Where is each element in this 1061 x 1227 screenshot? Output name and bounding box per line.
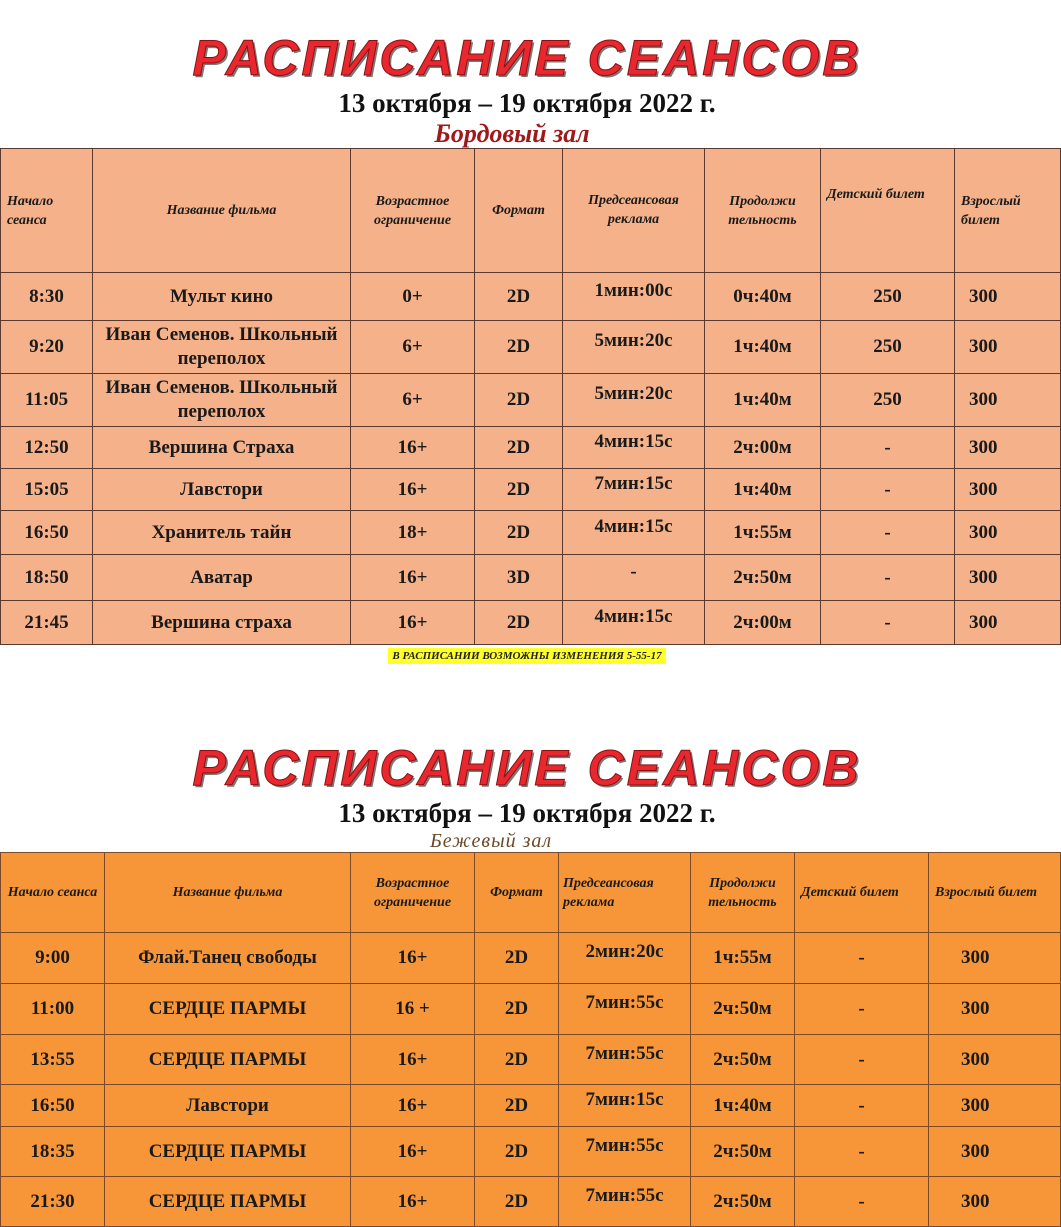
table-row [1,374,1061,427]
cell-format: 2D [475,933,559,984]
cell-film: Иван Семенов. Школьный переполох [93,321,351,374]
header-duration: Продолжи тельность [705,149,821,273]
cell-duration: 1ч:40м [705,469,821,511]
cell-format: 2D [475,427,563,469]
cell-duration: 0ч:40м [705,273,821,321]
cell-adult-price: 300 [955,555,1061,601]
cell-age: 16+ [351,555,475,601]
cell-duration: 1ч:55м [705,511,821,555]
cell-promo: 5мин:20с [563,374,705,427]
cell-adult-price: 300 [929,1177,1061,1227]
cell-promo: 4мин:15с [563,511,705,555]
cell-format: 2D [475,1035,559,1085]
cell-format: 2D [475,469,563,511]
header-adult-ticket: Взрослый билет [929,853,1061,933]
table-row [1,933,1061,984]
cell-film: Лавстори [105,1085,351,1127]
cell-promo: 7мин:55с [559,1035,691,1085]
cell-child-price: - [795,1035,929,1085]
cell-age: 16+ [351,1127,475,1177]
cell-child-price: 250 [821,321,955,374]
table-row [1,601,1061,645]
cell-child-price: - [795,1177,929,1227]
table-row [1,511,1061,555]
cell-film: Флай.Танец свободы [105,933,351,984]
table-row [1,469,1061,511]
cell-age: 6+ [351,321,475,374]
cell-promo: 7мин:15с [559,1085,691,1127]
cell-child-price: 250 [821,273,955,321]
cell-promo: 2мин:20с [559,933,691,984]
cell-promo: 7мин:55с [559,1177,691,1227]
cell-duration: 1ч:40м [691,1085,795,1127]
cell-time: 9:00 [1,933,105,984]
cell-child-price: - [821,601,955,645]
cell-age: 16+ [351,1085,475,1127]
schedule-section-beige [0,730,1038,1227]
cell-time: 21:30 [1,1177,105,1227]
cell-time: 12:50 [1,427,93,469]
cell-age: 6+ [351,374,475,427]
header-promo: Предсеансовая реклама [563,149,705,273]
cell-child-price: - [795,1085,929,1127]
schedule-title: РАСПИСАНИЕ СЕАНСОВ [192,740,862,796]
table-row [1,273,1061,321]
hall-name: Бордовый зал [434,119,590,148]
header-promo: Предсеансовая реклама [559,853,691,933]
cell-film: Вершина Страха [93,427,351,469]
cell-age: 16+ [351,427,475,469]
cell-adult-price: 300 [929,1035,1061,1085]
cell-child-price: - [821,469,955,511]
header-film: Название фильма [93,149,351,273]
cell-time: 18:50 [1,555,93,601]
schedule-table [0,852,1061,1227]
cell-adult-price: 300 [929,1085,1061,1127]
cell-child-price: - [821,511,955,555]
schedule-table [0,148,1061,645]
cell-duration: 1ч:40м [705,374,821,427]
cell-child-price: - [795,1127,929,1177]
cell-duration: 2ч:50м [705,555,821,601]
cell-duration: 2ч:00м [705,601,821,645]
cell-promo: 7мин:55с [559,984,691,1035]
cell-time: 18:35 [1,1127,105,1177]
cell-film: Иван Семенов. Школьный переполох [93,374,351,427]
cell-child-price: - [795,984,929,1035]
cell-adult-price: 300 [955,469,1061,511]
cell-format: 2D [475,1127,559,1177]
cell-format: 2D [475,984,559,1035]
cell-promo: 4мин:15с [563,427,705,469]
cell-duration: 2ч:50м [691,1035,795,1085]
cell-time: 21:45 [1,601,93,645]
cell-time: 16:50 [1,1085,105,1127]
cell-age: 16 + [351,984,475,1035]
cell-promo: 5мин:20с [563,321,705,374]
table-row [1,1127,1061,1177]
cell-age: 0+ [351,273,475,321]
schedule-change-notice: В РАСПИСАНИИ ВОЗМОЖНЫ ИЗМЕНЕНИЯ 5-55-17 [388,648,665,664]
table-row [1,1177,1061,1227]
cell-adult-price: 300 [955,374,1061,427]
cell-adult-price: 300 [955,273,1061,321]
cell-age: 18+ [351,511,475,555]
table-row [1,984,1061,1035]
cell-adult-price: 300 [955,321,1061,374]
cell-format: 2D [475,321,563,374]
cell-time: 8:30 [1,273,93,321]
schedule-title: РАСПИСАНИЕ СЕАНСОВ [192,30,862,86]
cell-format: 2D [475,1085,559,1127]
cell-duration: 2ч:50м [691,1177,795,1227]
cell-duration: 2ч:50м [691,984,795,1035]
cell-film: СЕРДЦЕ ПАРМЫ [105,1127,351,1177]
cell-format: 3D [475,555,563,601]
cell-format: 2D [475,1177,559,1227]
cell-film: СЕРДЦЕ ПАРМЫ [105,1035,351,1085]
header-film: Название фильма [105,853,351,933]
table-row [1,1035,1061,1085]
header-child-ticket: Детский билет [795,853,929,933]
table-row [1,321,1061,374]
header-age: Возрастное ограничение [351,149,475,273]
header-start: Начало сеанса [1,853,105,933]
header-age: Возрастное ограничение [351,853,475,933]
cell-promo: - [563,555,705,601]
cell-time: 15:05 [1,469,93,511]
cell-age: 16+ [351,469,475,511]
table-row [1,427,1061,469]
table-header-row [1,853,1061,933]
cell-child-price: - [821,555,955,601]
cell-format: 2D [475,511,563,555]
cell-time: 11:00 [1,984,105,1035]
header-duration: Продолжи тельность [691,853,795,933]
cell-film: Мульт кино [93,273,351,321]
cell-child-price: - [795,933,929,984]
cell-adult-price: 300 [929,984,1061,1035]
cell-film: СЕРДЦЕ ПАРМЫ [105,1177,351,1227]
cell-film: Вершина страха [93,601,351,645]
cell-duration: 2ч:50м [691,1127,795,1177]
header-child-ticket: Детский билет [821,149,955,273]
cell-time: 9:20 [1,321,93,374]
cell-child-price: 250 [821,374,955,427]
cell-adult-price: 300 [929,1127,1061,1177]
schedule-dates: 13 октября – 19 октября 2022 г. [338,88,716,118]
cell-adult-price: 300 [955,427,1061,469]
cell-age: 16+ [351,1035,475,1085]
cell-format: 2D [475,273,563,321]
cell-age: 16+ [351,601,475,645]
header-format: Формат [475,149,563,273]
cell-promo: 4мин:15с [563,601,705,645]
cell-film: Аватар [93,555,351,601]
cell-time: 16:50 [1,511,93,555]
cell-format: 2D [475,601,563,645]
cell-duration: 1ч:55м [691,933,795,984]
cell-adult-price: 300 [929,933,1061,984]
cell-film: Лавстори [93,469,351,511]
cell-time: 11:05 [1,374,93,427]
cell-age: 16+ [351,1177,475,1227]
cell-promo: 7мин:55с [559,1127,691,1177]
schedule-dates: 13 октября – 19 октября 2022 г. [338,798,716,828]
cell-promo: 7мин:15с [563,469,705,511]
hall-name: Бежевый зал [430,830,553,852]
table-row [1,1085,1061,1127]
table-header-row [1,149,1061,273]
cell-promo: 1мин:00с [563,273,705,321]
cell-age: 16+ [351,933,475,984]
table-row [1,555,1061,601]
cell-child-price: - [821,427,955,469]
cell-adult-price: 300 [955,601,1061,645]
cell-duration: 2ч:00м [705,427,821,469]
cell-duration: 1ч:40м [705,321,821,374]
cell-film: СЕРДЦЕ ПАРМЫ [105,984,351,1035]
header-adult-ticket: Взрослый билет [955,149,1061,273]
cell-film: Хранитель тайн [93,511,351,555]
header-start: Начало сеанса [1,149,93,273]
cell-time: 13:55 [1,1035,105,1085]
cell-format: 2D [475,374,563,427]
cell-adult-price: 300 [955,511,1061,555]
header-format: Формат [475,853,559,933]
